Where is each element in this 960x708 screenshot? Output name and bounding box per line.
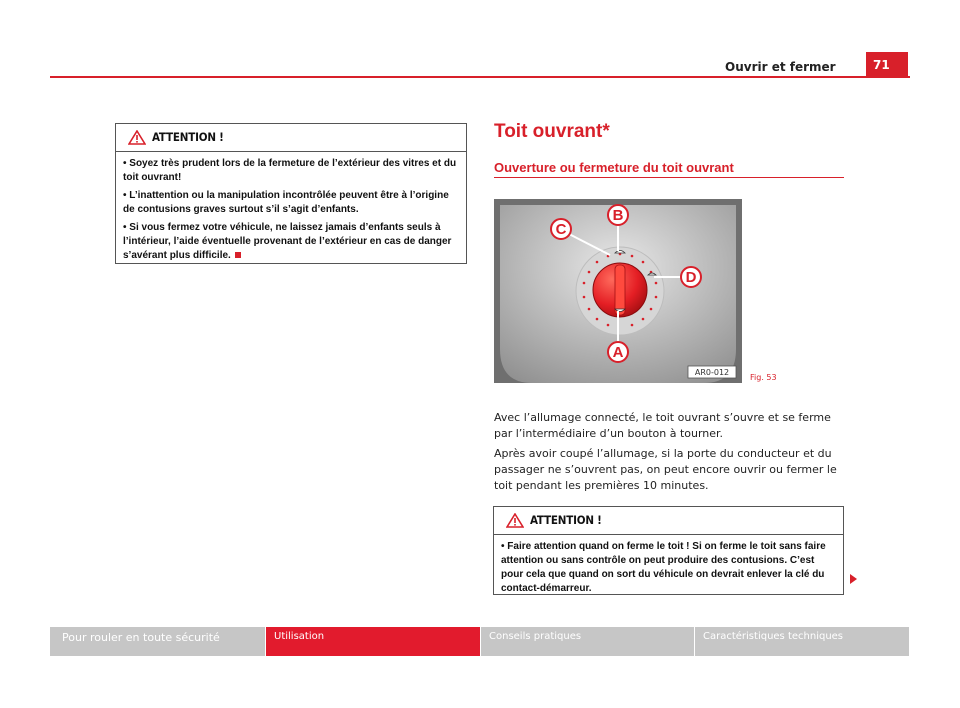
callout-b: B [612,207,624,224]
callout-d: D [685,269,697,286]
attention-body [116,152,466,273]
sunroof-knob-illustration [494,199,742,383]
attention-header [116,124,466,152]
sunroof-knob-figure [494,199,742,383]
attention-item: • Si vous fermez votre véhicule, ne laissez jamais d’enfants seuls à l’intérieur, l’aide éventuelle provenant de l’extérieur en cas de danger s’avérant plus difficile. [123,222,452,261]
end-of-section-icon [235,252,241,258]
chapter-title: Ouvrir et fermer [725,60,836,74]
warning-triangle-icon [128,130,146,145]
body-text [494,410,844,498]
tab-conseils-pratiques[interactable]: Conseils pratiques [481,627,694,656]
continue-arrow-icon[interactable] [850,574,857,584]
warning-triangle-icon [506,513,524,528]
callout-a: A [612,344,624,361]
section-subtitle: Ouverture ou fermeture du toit ouvrant [494,160,734,175]
attention-body [494,535,843,606]
tab-caracteristiques-techniques[interactable]: Caractéristiques techniques [695,627,909,656]
paragraph: Avec l’allumage connecté, le toit ouvrant s’ouvre et se ferme par l’intermédiaire d’un bouton à tourner. [494,411,831,440]
section-title: Toit ouvrant* [494,121,610,142]
figure-caption: Fig. 53 [750,373,777,382]
attention-box-right [493,506,844,595]
tab-pour-rouler[interactable]: Pour rouler en toute sécurité [50,627,265,656]
tab-utilisation[interactable]: Utilisation [266,627,480,656]
attention-item: • Soyez très prudent lors de la fermeture de l’extérieur des vitres et du toit ouvrant! [123,158,457,183]
figure-code: AR0-012 [694,368,730,377]
attention-item: • L’inattention ou la manipulation incontrôlée peuvent être à l’origine de contusions graves surtout s’il s’agit d’enfants. [123,190,449,215]
attention-label: ATTENTION ! [530,513,602,527]
attention-label: ATTENTION ! [152,130,224,144]
attention-box-left [115,123,467,264]
attention-item: • Faire attention quand on ferme le toit ! Si on ferme le toit sans faire attention ou sans contrôle on peut produire des contusions. C’est pour cela que quand on sort du véhicule on devrait enlever la clé du contact-démarreur. [501,541,826,594]
paragraph: Après avoir coupé l’allumage, si la porte du conducteur et du passager ne s’ouvrent pas, on peut encore ouvrir ou fermer le toit pendant les premières 10 minutes. [494,447,837,492]
page-number: 71 [866,52,908,76]
attention-header [494,507,843,535]
subtitle-rule [494,177,844,178]
header-rule [50,76,910,78]
callout-c: C [555,221,567,238]
